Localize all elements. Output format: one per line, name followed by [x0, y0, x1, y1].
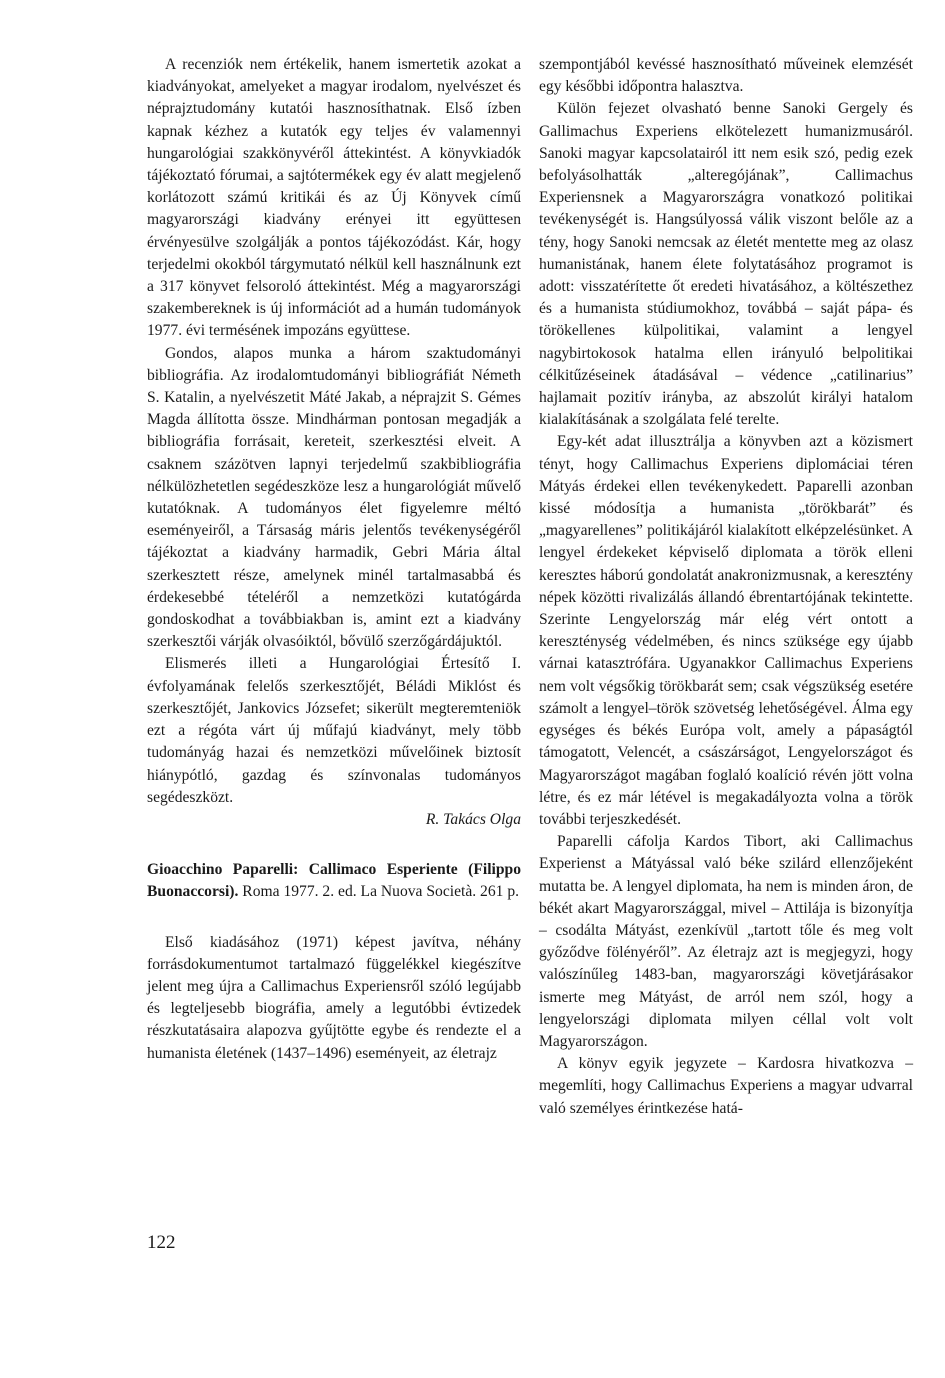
paragraph: Külön fejezet olvasható benne Sanoki Gergely és Gallimachus Experiens elkötelezett humanizmusáról. Sanoki magyar kapcsolatairól itt nem esik szó, pedig ezek befolyásolhatták „alteregójának”, Callimachus Experiensnek a Magyarországra vonatkozó politikai tevékenységét is. Hangsúlyossá válik viszont belőle az a tény, hogy Sanoki nemcsak az életét mentette meg az olasz humanistának, hanem élete folytatásához programot is adott: visszatérítette őt eredeti hivatásához, a költészethez és a humanista stúdiumokhoz, továbbá – saját pápa- és törökellenes külpolitikai, valamint a lengyel nagybirtokosok hatalma ellen irányuló belpolitikai célkitűzéseinek átadásával – védence „catilinarius” hajlamait pozitív irányba, az abszolút királyi hatalom kialakításának a szolgálata felé terelte.: [539, 100, 913, 429]
book-details: Roma 1977. 2. ed. La Nuova Società. 261 p.: [238, 883, 520, 901]
book-author-title: Gioacchino Paparelli: Callimaco Esperiente (Filippo Buonaccorsi).: [147, 861, 521, 901]
paragraph: Paparelli cáfolja Kardos Tibort, aki Callimachus Experienst a Mátyással való béke szilárd ellenzőjeként mutatta be. A lengyel diplomata, ha nem is minden áron, de békét akart Magyarországgal, mivel – Attilája is bizonyítja – csodálta Mátyást, ezenkívül „tartott tőle és meg volt győződve fölényéről”. Az életrajz azt is megjegyzi, hogy valószínűleg 1483-ban, magyarországi követjárásakor ismerte meg Mátyást, de arról nem szól, hogy a lengyelországi diplomata milyen céllal volt volt Magyarországon.: [539, 833, 913, 1050]
paragraph: A recenziók nem értékelik, hanem ismertetik azokat a kiadványokat, amelyeket a magyar irodalom, nyelvészet és néprajztudomány kutatói hasznosíthatnak. Első ízben kapnak kézhez a kutatók egy teljes év valamennyi hungarológiai szakkönyvéről áttekintést. A könyvkiadók tájékoztató fórumai, a sajtótermékek egy év alatt megjelenő korlátozott számú kritikái és az Új Könyvek című magyarországi kiadvány erényei itt együttesen érvényesülve szolgálják a pontos tájékozódást. Kár, hogy terjedelmi okokból tárgymutató nélkül kell használnunk ezt a 317 könyvet felsoroló áttekintést. Még a magyarországi szakembereknek is új információt ad a humán tudományok 1977. évi termésének impozáns együttese.: [147, 56, 521, 340]
paragraph: Elismerés illeti a Hungarológiai Értesítő I. évfolyamának felelős szerkesztőjét, Béládi Miklóst és szerkesztőjét, Jankovics Józsefet; sikerült megteremteniök ezt a régóta várt új műfajú kiadványt, mely több tudományág hazai és nemzetközi művelőinek biztosít hiánypótló, gazdag és színvonalas tudományos segédeszközt.: [147, 655, 521, 806]
page-number: 122: [147, 1232, 176, 1253]
paragraph: szempontjából kevéssé hasznosítható műveinek elemzését egy későbbi időpontra halasztva.: [539, 56, 913, 96]
book-heading: [147, 859, 521, 903]
paragraph: Egy-két adat illusztrálja a könyvben azt a közismert tényt, hogy Callimachus Experiens diplomáciai téren Mátyás érdekei ellen tevékenykedett. Paparelli azonban kissé módosítja a humanista „törökbarát” és „magyarellenes” politikájáról kialakított elképzelésünket. A lengyel érdekeket képviselő diplomata a török elleni keresztes háború gondolatát anakronizmusnak, a keresztény népek közötti rivalizálás állandó ébrentartójának tekintette. Szerinte Lengyelország már elég vért ontott a kereszténység védelmében, és nincs szüksége egy újabb várnai katasztrófára. Ugyanakkor Callimachus Experiens nem volt végsőkig törökbarát sem; csak végszükség esetére számolt a lengyel–török szövetség lehetőségével. Álma egy egységes és békés Európa volt, amely a pápaságtól támogatott, Velencét, a császárságot, Lengyelországot és Magyarországot magában foglaló koalíció révén jött volna létre, és ez már létével is megakadályozta volna a török további terjeszkedését.: [539, 433, 913, 828]
paragraph: Első kiadásához (1971) képest javítva, néhány forrásdokumentumot tartalmazó függelékkel kiegészítve jelent meg újra a Callimachus Experiensről szóló legújabb és legteljesebb biográfia, amely a legutóbbi évtizedek részkutatásaira alapozva gyűjtötte egybe és rendezte el a humanista életének (1437–1496) eseményeit, az életrajz: [147, 933, 521, 1062]
right-column: [539, 54, 913, 1120]
paragraph: Gondos, alapos munka a három szaktudományi bibliográfia. Az irodalomtudományi bibliográfiát Németh S. Katalin, a nyelvészetit Máté Jakab, a néprajzit S. Gémes Magda állította össze. Mindhárman pontosan megadják a bibliográfia forrásait, kereteit, szerkesztési elveit. A csaknem százötven lapnyi terjedelmű szakbibliográfia nélkülözhetetlen segédeszköze lesz a hungarológiát művelő kutatóknak. A tudományos élet figyelemre méltó eseményeiről, a Társaság máris jelentős tevékenységéről tájékoztat a kiadvány harmadik, Gebri Mária által szerkesztett része, amelynek minél tartalmasabbá és érdekesebbé tételéről a nemzetközi kutatógárda gondoskodhat a továbbiakban is, amint ezt a kiadvány szerkesztői várják olvasóiktól, bővülő szerzőgárdájuktól.: [147, 344, 521, 651]
left-column: [147, 54, 521, 1065]
reviewer-signature: R. Takács Olga: [425, 810, 521, 828]
paragraph: A könyv egyik jegyzete – Kardosra hivatkozva – megemlíti, hogy Callimachus Experiens a magyar udvarral való személyes érintkezése hatá-: [539, 1055, 913, 1117]
